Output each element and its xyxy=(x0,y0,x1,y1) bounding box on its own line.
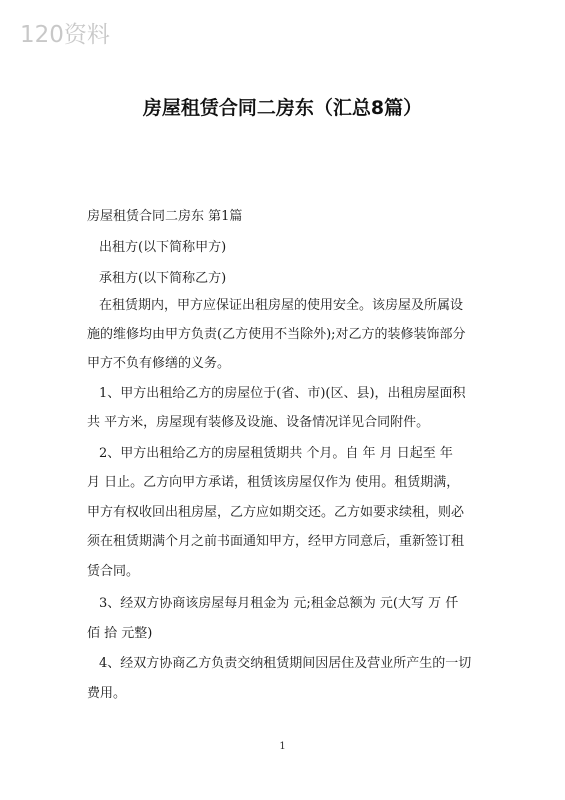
clause-3-line: 3、经双方协商该房屋每月租金为 元;租金总额为 元(大写 万 仟 xyxy=(99,596,459,611)
clause-2-line: 2、甲方出租给乙方的房屋租赁期共 个月。自 年 月 日起至 年 xyxy=(99,446,453,461)
paragraph-line: 甲方不负有修缮的义务。 xyxy=(87,356,231,371)
clause-2-line: 赁合同。 xyxy=(87,564,140,579)
clause-2-line: 月 日止。乙方向甲方承诺，租赁该房屋仅作为 使用。租赁期满， xyxy=(87,475,460,490)
party-b-line: 承租方(以下简称乙方) xyxy=(99,271,227,286)
clause-4-line: 费用。 xyxy=(87,686,127,701)
party-a-line: 出租方(以下简称甲方) xyxy=(99,240,227,255)
clause-4-line: 4、经双方协商乙方负责交纳租赁期间因居住及营业所产生的一切 xyxy=(99,656,472,671)
section-heading: 房屋租赁合同二房东 第1篇 xyxy=(87,209,243,224)
page-number: 1 xyxy=(279,741,286,752)
document-title: 房屋租赁合同二房东（汇总8篇） xyxy=(142,97,423,119)
watermark-text: 120资料 xyxy=(20,22,110,48)
clause-2-line: 须在租赁期满个月之前书面通知甲方，经甲方同意后，重新签订租 xyxy=(87,534,465,549)
paragraph-line: 施的维修均由甲方负责(乙方使用不当除外);对乙方的装修装饰部分 xyxy=(87,327,466,342)
clause-1-line: 共 平方米，房屋现有装修及设施、设备情况详见合同附件。 xyxy=(87,415,430,430)
clause-3-line: 佰 拾 元整) xyxy=(87,626,153,641)
clause-1-line: 1、甲方出租给乙方的房屋位于(省、市)(区、县)，出租房屋面积 xyxy=(99,386,466,401)
clause-2-line: 甲方有权收回出租房屋，乙方应如期交还。乙方如要求续租，则必 xyxy=(87,505,465,520)
paragraph-line: 在租赁期内，甲方应保证出租房屋的使用安全。该房屋及所属设 xyxy=(99,298,464,313)
